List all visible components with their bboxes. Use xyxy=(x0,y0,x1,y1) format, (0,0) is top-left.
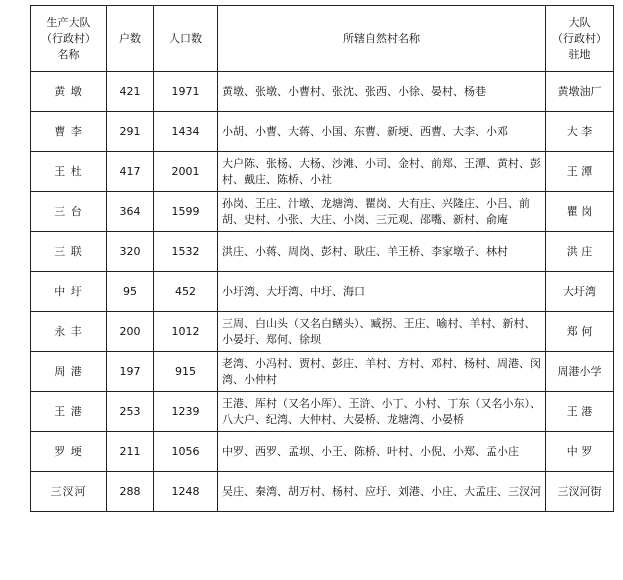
village-list: 三周、白山头（又名白鳝头）、臧拐、王庄、喻村、羊村、新村、小晏圩、郑何、徐坝 xyxy=(218,312,546,352)
table-row xyxy=(31,152,614,192)
brigade-name: 王 港 xyxy=(31,392,107,432)
village-list: 吴庄、秦湾、胡万村、杨村、应圩、刘港、小庄、大孟庄、三汊河 xyxy=(218,472,546,512)
village-list: 大户陈、张杨、大杨、沙滩、小司、金村、前郑、王潭、黄村、彭村、戴庄、陈桥、小社 xyxy=(218,152,546,192)
households-count: 200 xyxy=(107,312,154,352)
brigade-table xyxy=(30,5,614,512)
village-list: 老湾、小冯村、贾村、彭庄、羊村、方村、邓村、杨村、周港、闵湾、小仲村 xyxy=(218,352,546,392)
table-row xyxy=(31,272,614,312)
brigade-hq: 大 李 xyxy=(546,112,614,152)
header-villages: 所辖自然村名称 xyxy=(218,6,546,72)
header-name-line: 名称 xyxy=(57,47,80,61)
table-row xyxy=(31,352,614,392)
table-row xyxy=(31,192,614,232)
brigade-hq: 中 罗 xyxy=(546,432,614,472)
table-body xyxy=(31,72,614,512)
table-row xyxy=(31,472,614,512)
header-population: 人口数 xyxy=(154,6,218,72)
population-count: 1248 xyxy=(154,472,218,512)
header-name xyxy=(31,6,107,72)
population-count: 2001 xyxy=(154,152,218,192)
brigade-hq: 周港小学 xyxy=(546,352,614,392)
population-count: 1599 xyxy=(154,192,218,232)
brigade-hq: 郑 何 xyxy=(546,312,614,352)
brigade-name: 王 杜 xyxy=(31,152,107,192)
households-count: 364 xyxy=(107,192,154,232)
population-count: 452 xyxy=(154,272,218,312)
households-count: 211 xyxy=(107,432,154,472)
brigade-hq: 三汊河街 xyxy=(546,472,614,512)
village-list: 孙岗、王庄、汁墩、龙塘湾、瞿岗、大有庄、兴隆庄、小吕、前胡、史村、小张、大庄、小岗、三元观、邵嘴、新村、俞庵 xyxy=(218,192,546,232)
households-count: 291 xyxy=(107,112,154,152)
population-count: 1434 xyxy=(154,112,218,152)
table-row xyxy=(31,312,614,352)
brigade-name: 三 联 xyxy=(31,232,107,272)
brigade-hq: 洪 庄 xyxy=(546,232,614,272)
households-count: 197 xyxy=(107,352,154,392)
brigade-name: 三汊河 xyxy=(31,472,107,512)
population-count: 1239 xyxy=(154,392,218,432)
header-hq xyxy=(546,6,614,72)
households-count: 288 xyxy=(107,472,154,512)
table-row xyxy=(31,432,614,472)
header-households: 户数 xyxy=(107,6,154,72)
population-count: 1012 xyxy=(154,312,218,352)
brigade-hq: 王 潭 xyxy=(546,152,614,192)
table-row xyxy=(31,392,614,432)
brigade-name: 曹 李 xyxy=(31,112,107,152)
village-list: 中罗、西罗、孟坝、小王、陈桥、叶村、小倪、小郑、孟小庄 xyxy=(218,432,546,472)
households-count: 253 xyxy=(107,392,154,432)
population-count: 1532 xyxy=(154,232,218,272)
table-row xyxy=(31,112,614,152)
brigade-name: 永 丰 xyxy=(31,312,107,352)
brigade-name: 黄 墩 xyxy=(31,72,107,112)
table-header xyxy=(31,6,614,72)
table-row xyxy=(31,232,614,272)
village-list: 小胡、小曹、大蒋、小国、东曹、新埂、西曹、大李、小邓 xyxy=(218,112,546,152)
households-count: 95 xyxy=(107,272,154,312)
village-list: 洪庄、小蒋、周岗、彭村、耿庄、羊王桥、李家墩子、林村 xyxy=(218,232,546,272)
brigade-hq: 王 港 xyxy=(546,392,614,432)
village-list: 黄墩、张墩、小曹村、张沈、张西、小徐、晏村、杨巷 xyxy=(218,72,546,112)
population-count: 1971 xyxy=(154,72,218,112)
village-list: 小圩湾、大圩湾、中圩、海口 xyxy=(218,272,546,312)
brigade-hq: 黄墩油厂 xyxy=(546,72,614,112)
brigade-name: 罗 埂 xyxy=(31,432,107,472)
brigade-hq: 瞿 岗 xyxy=(546,192,614,232)
header-name-line: （行政村） xyxy=(41,31,96,45)
households-count: 421 xyxy=(107,72,154,112)
header-hq-line: 驻地 xyxy=(568,47,591,61)
population-count: 1056 xyxy=(154,432,218,472)
brigade-name: 三 台 xyxy=(31,192,107,232)
population-count: 915 xyxy=(154,352,218,392)
header-hq-line: （行政村） xyxy=(552,31,607,45)
header-hq-line: 大队 xyxy=(568,15,591,29)
households-count: 417 xyxy=(107,152,154,192)
village-list: 王港、厍村（又名小厍）、王浒、小丁、小村、丁东（又名小东）、八大户、纪湾、大仲村、大晏桥、龙塘湾、小晏桥 xyxy=(218,392,546,432)
brigade-name: 中 圩 xyxy=(31,272,107,312)
households-count: 320 xyxy=(107,232,154,272)
brigade-name: 周 港 xyxy=(31,352,107,392)
table-row xyxy=(31,72,614,112)
header-name-line: 生产大队 xyxy=(46,15,91,29)
brigade-hq: 大圩湾 xyxy=(546,272,614,312)
header-row xyxy=(31,6,614,72)
